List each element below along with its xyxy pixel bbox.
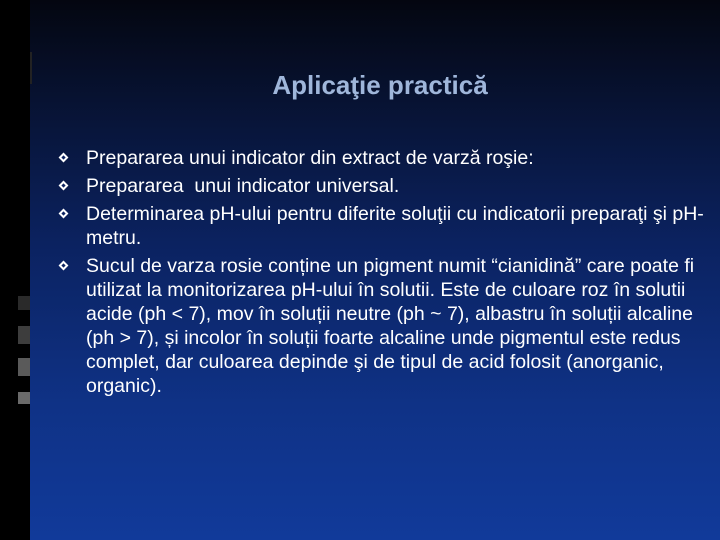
list-item bbox=[58, 174, 708, 198]
bullet-text: Determinarea pH-ului pentru diferite soluţii cu indicatorii preparaţi şi pH-metru. bbox=[86, 203, 704, 249]
accent-bar-2 bbox=[18, 326, 30, 344]
bullet-text: Prepararea unui indicator universal. bbox=[86, 175, 400, 197]
list-item bbox=[58, 254, 708, 398]
accent-bar-1 bbox=[18, 296, 30, 310]
square-bullet-icon bbox=[59, 153, 69, 163]
accent-bar-3 bbox=[18, 358, 30, 376]
square-bullet-icon bbox=[59, 261, 69, 271]
list-item bbox=[58, 146, 708, 170]
bullet-list bbox=[58, 146, 708, 402]
list-item bbox=[58, 202, 708, 250]
slide-title: Aplicaţie practică bbox=[272, 70, 488, 100]
square-bullet-icon bbox=[59, 209, 69, 219]
bullet-text: Sucul de varza rosie conține un pigment numit “cianidină” care poate fi utilizat la monitorizarea pH-ului în solutii. Este de culoare roz în solutii acide (ph < 7), mov în soluții neutre (ph ~ 7), albastru în soluții alcaline (ph > 7), și incolor în soluții foarte alcaline unde pigmentul este redus complet, dar culoarea depinde şi de tipul de acid folosit (anorganic, organic). bbox=[86, 255, 695, 397]
bullet-text: Prepararea unui indicator din extract de varză roşie: bbox=[86, 147, 534, 169]
accent-bar-4 bbox=[18, 392, 30, 404]
square-bullet-icon bbox=[59, 181, 69, 191]
